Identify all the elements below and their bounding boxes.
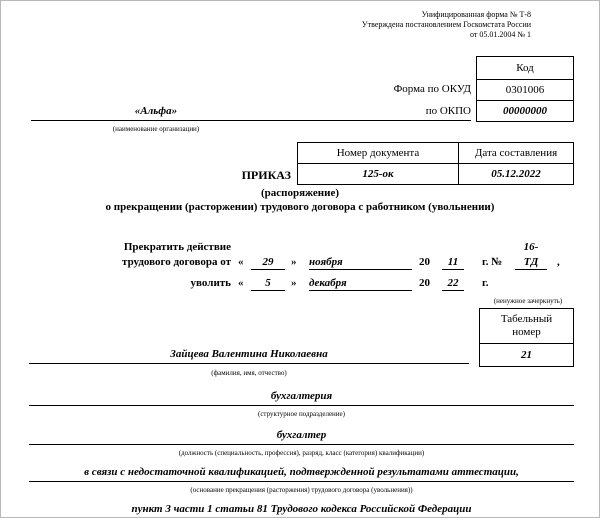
position-line [29, 444, 574, 445]
terminate-month: ноября [309, 256, 343, 268]
approval-line: Утверждена постановлением Госкомстата России [361, 20, 531, 29]
okud-label: Форма по ОКУД [393, 83, 471, 95]
legal-basis: пункт 3 части 1 статьи 81 Трудового кодекса Российской Федерации [131, 503, 472, 515]
order-subtitle: (распоряжение) [260, 187, 339, 199]
terminate-year-prefix: 20 [419, 256, 430, 268]
dismiss-month: декабря [309, 277, 347, 289]
terminate-day-line [251, 269, 285, 270]
date-header: Дата составления [458, 142, 574, 164]
tab-number-value: 21 [479, 343, 574, 367]
dismiss-quote-close: » [291, 277, 297, 289]
dismiss-day-line [251, 290, 285, 291]
terminate-year-line [442, 269, 464, 270]
doc-number: 125-ок [297, 163, 459, 185]
doc-number-header: Номер документа [297, 142, 459, 164]
department: бухгалтерия [270, 390, 333, 402]
terminate-year: 11 [447, 256, 459, 268]
form-title: Унифицированная форма № Т-8 [421, 10, 531, 19]
contract-number-line [515, 269, 547, 270]
order-heading: о прекращении (расторжении) трудового договора с работником (увольнении) [105, 201, 495, 213]
dismiss-label: уволить [190, 277, 231, 289]
department-caption: (структурное подразделение) [257, 410, 345, 418]
approval-date: от 05.01.2004 № 1 [469, 30, 531, 39]
dismiss-quote-open: « [238, 277, 244, 289]
okpo-label: по ОКПО [425, 105, 471, 117]
employee-name-caption: (фамилия, имя, отчество) [211, 369, 287, 377]
tab-number-header-line1: Табельный [500, 313, 553, 325]
dismiss-year: 22 [447, 277, 459, 289]
terminate-year-suffix: г. № [482, 256, 503, 268]
organization-caption: (наименование организации) [112, 125, 200, 133]
termination-reason-caption: (основание прекращения (расторжения) трудового договора (увольнения)) [190, 486, 413, 494]
terminate-month-line [309, 269, 412, 270]
okpo-value: 00000000 [476, 100, 574, 122]
organization-line [31, 120, 471, 121]
contract-number-line2: ТД [523, 256, 539, 268]
strike-note: (ненужное зачеркнуть) [493, 297, 563, 305]
tab-number-header-line2: номер [512, 326, 541, 338]
terminate-label-line2: трудового договора от [122, 256, 231, 268]
dismiss-year-suffix: г. [482, 277, 489, 289]
dismiss-day: 5 [265, 277, 271, 289]
codes-header: Код [476, 56, 574, 80]
termination-reason-line [29, 481, 574, 482]
organization-name: «Альфа» [134, 105, 178, 117]
terminate-quote-close: » [291, 256, 297, 268]
position: бухгалтер [276, 429, 327, 441]
terminate-quote-open: « [238, 256, 244, 268]
tab-number-header [479, 308, 574, 344]
dismiss-month-line [309, 290, 412, 291]
contract-number-line1: 16- [523, 241, 539, 253]
order-title: ПРИКАЗ [241, 168, 291, 182]
dismiss-year-prefix: 20 [419, 277, 430, 289]
terminate-comma: , [557, 256, 560, 268]
termination-reason: в связи с недостаточной квалификацией, подтвержденной результатами аттестации, [84, 466, 519, 478]
employee-name: Зайцева Валентина Николаевна [170, 348, 328, 360]
position-caption: (должность (специальность, профессия), разряд, класс (категория) квалификации) [178, 449, 425, 457]
okud-value: 0301006 [476, 79, 574, 101]
dismiss-year-line [442, 290, 464, 291]
terminate-label-line1: Прекратить действие [123, 241, 231, 253]
employee-name-line [29, 363, 469, 364]
order-date: 05.12.2022 [458, 163, 574, 185]
department-line [29, 405, 574, 406]
terminate-day: 29 [262, 256, 274, 268]
